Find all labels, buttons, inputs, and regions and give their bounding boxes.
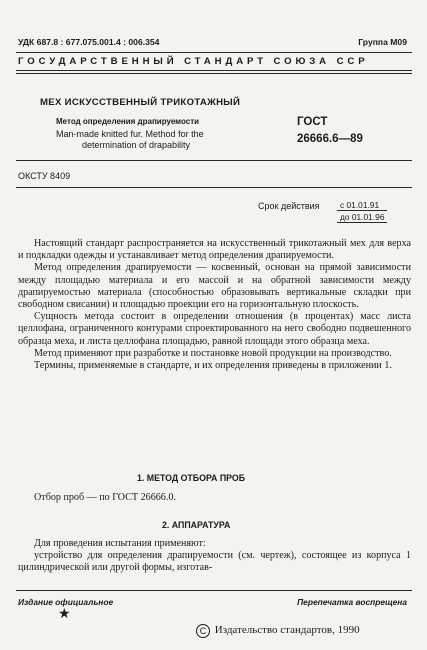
intro-paragraph: Сущность метода состоит в определении отношения (в процентах) масс листа целлофана, ограниченного контурами спроектированного на него свободно подвешенного образца меха, и листа целлофана площадью, равной площади этого образца меха. — [18, 311, 411, 347]
intro-paragraph: Метод применяют при разработке и постановке новой продукции на производство. — [34, 347, 392, 359]
title-english-line-1: Man-made knitted fur. Method for the — [56, 129, 204, 139]
section-1-title: 1. МЕТОД ОТБОРА ПРОБ — [137, 473, 246, 483]
top-rule — [16, 52, 412, 53]
gost-label: ГОСТ — [297, 116, 328, 128]
copyright-line — [196, 624, 360, 638]
header-rule-1 — [16, 70, 412, 71]
section-2-title: 2. АППАРАТУРА — [162, 520, 231, 530]
standard-org-heading: ГОСУДАРСТВЕННЫЙ СТАНДАРТ СОЮЗА ССР — [18, 56, 369, 67]
copyright-text: Издательство стандартов, 1990 — [214, 624, 360, 636]
title-english-line-2: determination of drapability — [82, 140, 191, 150]
validity-label: Срок действия — [258, 201, 320, 211]
intro-text — [18, 238, 411, 372]
intro-paragraph: Термины, применяемые в стандарте, и их определения приведены в приложении 1. — [34, 360, 392, 372]
document-subtitle: Метод определения драпируемости — [56, 117, 200, 126]
intro-paragraph: Настоящий стандарт распространяется на искусственный трикотажный мех для верха и подкладки одежды и устанавливает метод определения драпируемости. — [18, 238, 411, 262]
validity-from: с 01.01.91 — [340, 200, 380, 210]
reprint-prohibited-note: Перепечатка воспрещена — [297, 597, 407, 607]
group-code: Группа М09 — [358, 37, 407, 47]
section-1-text: Отбор проб — по ГОСТ 26666.0. — [34, 492, 176, 503]
okstu-rule — [16, 187, 412, 188]
copyright-icon: С — [196, 624, 210, 638]
section-2-line: устройство для определения драпируемости (см. чертеж), состоящее из корпуса 1 цилиндрической или другой формы, изготав- — [18, 550, 411, 574]
star-icon: ★ — [58, 607, 71, 622]
footer-rule — [16, 590, 412, 591]
udk-code: УДК 687.8 : 677.075.001.4 : 006.354 — [18, 37, 160, 47]
validity-underline — [337, 222, 387, 223]
intro-paragraph: Метод определения драпируемости — косвенный, основан на прямой зависимости между площадью материала и его массой и на обратной зависимости между драпируемостью материала (способностью образовывать вертикальные складки при свободном свисании) и площадью проекции его на горизонтальную плоскость. — [18, 262, 411, 311]
validity-to: до 01.01.96 — [340, 212, 385, 222]
title-bottom-rule — [16, 160, 412, 161]
validity-divider — [337, 210, 387, 211]
section-2-text — [18, 538, 411, 575]
header-rule-2 — [16, 73, 412, 74]
official-edition-note: Издание официальное — [18, 597, 114, 607]
okstu-code: ОКСТУ 8409 — [18, 171, 71, 181]
document-title: МЕХ ИСКУССТВЕННЫЙ ТРИКОТАЖНЫЙ — [40, 97, 241, 108]
section-2-line: Для проведения испытания применяют: — [34, 538, 206, 549]
gost-number: 26666.6—89 — [297, 133, 363, 145]
